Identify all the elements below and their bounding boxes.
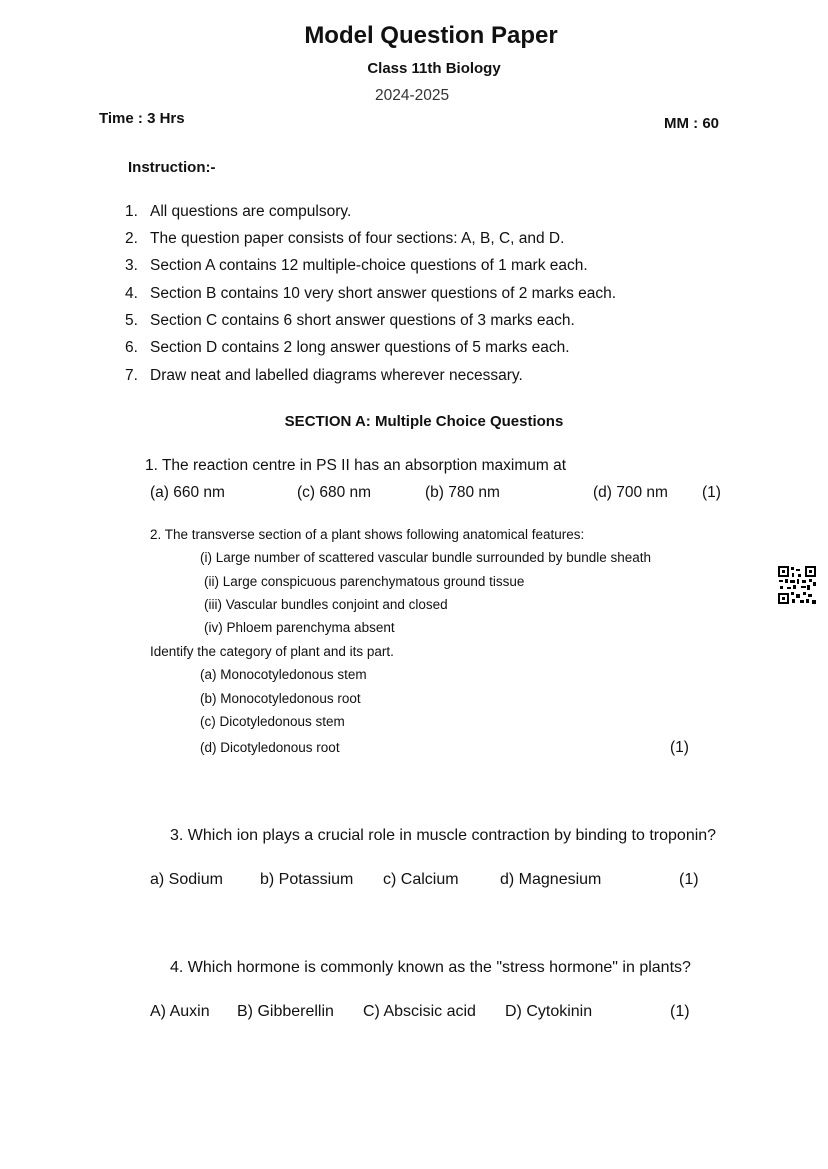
option: a) Sodium — [150, 871, 223, 888]
instruction-item: Section D contains 2 long answer questions of 5 marks each. — [150, 339, 570, 356]
instructions-heading: Instruction:- — [128, 159, 216, 176]
instruction-item: The question paper consists of four sections: A, B, C, and D. — [150, 230, 565, 247]
time-label: Time : 3 Hrs — [99, 110, 185, 127]
instruction-num: 3. — [125, 257, 138, 274]
marks: (1) — [702, 484, 721, 501]
option: (d) 700 nm — [593, 484, 668, 501]
instruction-num: 5. — [125, 312, 138, 329]
feature: (iv) Phloem parenchyma absent — [204, 620, 395, 635]
max-marks: MM : 60 — [664, 115, 720, 132]
question-prompt: Identify the category of plant and its part. — [150, 644, 394, 659]
option: (d) Dicotyledonous root — [200, 740, 340, 755]
instruction-item: Section B contains 10 very short answer questions of 2 marks each. — [150, 285, 617, 302]
option: (a) Monocotyledonous stem — [200, 667, 367, 682]
section-a-heading: SECTION A: Multiple Choice Questions — [284, 413, 564, 430]
instruction-item: Draw neat and labelled diagrams wherever necessary. — [150, 367, 523, 384]
option: (a) 660 nm — [150, 484, 225, 501]
subtitle: Class 11th Biology — [367, 60, 501, 77]
question-text: 2. The transverse section of a plant shows following anatomical features: — [150, 527, 585, 542]
page-title: Model Question Paper — [304, 22, 558, 49]
option: (b) Monocotyledonous root — [200, 691, 361, 706]
option: A) Auxin — [150, 1003, 210, 1020]
instruction-num: 6. — [125, 339, 138, 356]
option: (c) 680 nm — [297, 484, 372, 501]
option: d) Magnesium — [500, 871, 602, 888]
instruction-num: 4. — [125, 285, 138, 302]
instruction-num: 2. — [125, 230, 138, 247]
instruction-num: 7. — [125, 367, 138, 384]
marks: (1) — [670, 1003, 690, 1020]
marks: (1) — [679, 871, 699, 888]
feature: (iii) Vascular bundles conjoint and closed — [204, 597, 448, 612]
option: B) Gibberellin — [237, 1003, 334, 1020]
option: (c) Dicotyledonous stem — [200, 714, 345, 729]
question-text: 3. Which ion plays a crucial role in muscle contraction by binding to troponin? — [170, 827, 717, 844]
question-text: 1. The reaction centre in PS II has an absorption maximum at — [145, 457, 567, 474]
option: D) Cytokinin — [505, 1003, 593, 1020]
instruction-item: Section C contains 6 short answer questions of 3 marks each. — [150, 312, 575, 329]
option: c) Calcium — [383, 871, 459, 888]
instruction-item: All questions are compulsory. — [150, 203, 352, 220]
instruction-num: 1. — [125, 203, 138, 220]
question-text: 4. Which hormone is commonly known as the "stress hormone" in plants? — [170, 959, 691, 976]
marks: (1) — [670, 739, 689, 756]
qr-code-icon — [777, 565, 817, 605]
feature: (ii) Large conspicuous parenchymatous ground tissue — [204, 574, 525, 589]
option: b) Potassium — [260, 871, 354, 888]
session: 2024-2025 — [375, 87, 450, 104]
feature: (i) Large number of scattered vascular bundle surrounded by bundle sheath — [200, 550, 652, 565]
option: (b) 780 nm — [425, 484, 500, 501]
instruction-item: Section A contains 12 multiple-choice questions of 1 mark each. — [150, 257, 588, 274]
option: C) Abscisic acid — [363, 1003, 476, 1020]
